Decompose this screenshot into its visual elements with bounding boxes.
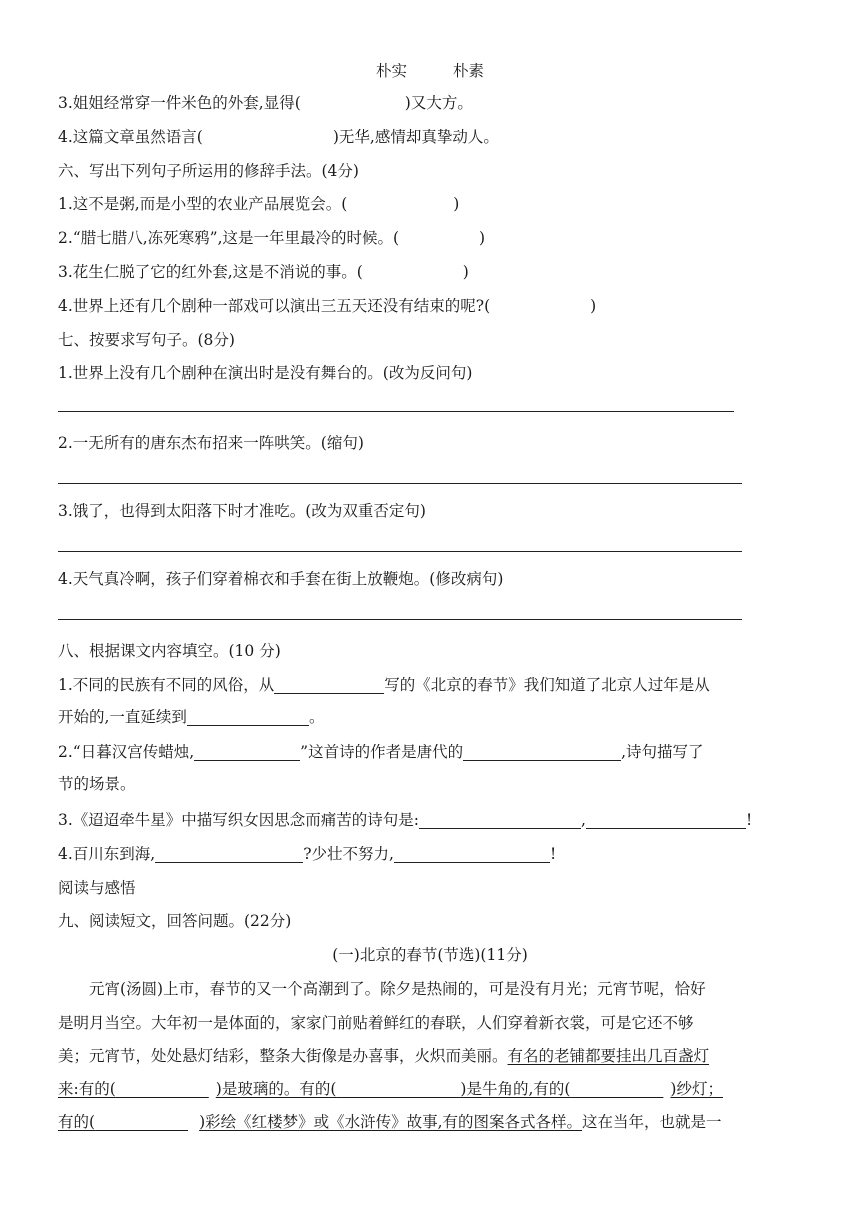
passage-blank[interactable] [570,1078,670,1100]
passage-line-3: 美；元宵节，处处悬灯结彩，整条大街像是办喜事，火炽而美丽。有名的老铺都要挂出几百盏灯 [58,1047,710,1065]
word-pair [0,60,860,82]
passage-blank[interactable] [336,1078,460,1100]
s7-question-3: 3.饿了，也得到太阳落下时才准吃。(改为双重否定句) [58,502,426,520]
s8-question-1: 1.不同的民族有不同的风俗，从 写的《北京的春节》我们知道了北京人过年是从 [58,676,710,694]
fill-blank[interactable] [155,846,303,863]
s6-question-2: 2.“腊七腊八,冻死寒鸦”,这是一年里最冷的时候。( ) [58,229,486,247]
section-9-title: 九、阅读短文，回答问题。(22分) [58,912,292,930]
answer-line[interactable] [58,619,742,620]
s6-question-4: 4.世界上还有几个剧种一部戏可以演出三五天还没有结束的呢?( ) [58,297,597,315]
fill-blank[interactable] [187,709,309,726]
fill-blank[interactable] [274,677,384,694]
s6-question-3: 3.花生仁脱了它的红外套,这是不消说的事。( ) [58,263,469,281]
word-1: 朴实 [375,62,407,80]
answer-line[interactable] [58,551,742,552]
fill-blank[interactable] [394,846,550,863]
passage-line-2: 是明月当空。大年初一是体面的，家家门前贴着鲜红的春联，人们穿着新衣裳，可是它还不够 [58,1014,694,1032]
passage-blank[interactable] [95,1111,199,1133]
reading-heading: 阅读与感悟 [58,879,136,897]
fill-blank[interactable] [463,744,621,761]
section-6-title: 六、写出下列句子所运用的修辞手法。(4分) [58,162,359,180]
section-7-title: 七、按要求写句子。(8分) [58,331,235,349]
fill-blank[interactable] [586,812,746,829]
s8-question-2: 2.“日暮汉宫传蜡烛, ”这首诗的作者是唐代的 ,诗句描写了 [58,743,704,761]
fill-blank[interactable] [194,744,300,761]
passage-line-5: 有的( )彩绘《红楼梦》或《水浒传》故事,有的图案各式各样。这在当年，也就是一 [58,1113,722,1131]
s8-question-4: 4.百川东到海, ?少壮不努力, ! [58,845,557,863]
section-8-title: 八、根据课文内容填空。(10 分) [58,642,281,660]
s8-question-2-cont: 节的场景。 [58,775,136,793]
s7-question-2: 2.一无所有的唐东杰布招来一阵哄笑。(缩句) [58,434,364,452]
s7-question-1: 1.世界上没有几个剧种在演出时是没有舞台的。(改为反问句) [58,364,473,382]
answer-line[interactable] [58,483,742,484]
passage-line-4: 来:有的( )是玻璃的。有的( )是牛角的,有的( )纱灯； [58,1080,723,1098]
passage-blank[interactable] [116,1078,216,1100]
s8-question-1-cont: 开始的,一直延续到 。 [58,708,325,726]
s5-question-4: 4.这篇文章虽然语言( )无华,感情却真挚动人。 [58,128,499,146]
fill-blank[interactable] [419,812,581,829]
passage-subtitle: (一)北京的春节(节选)(11分) [332,946,528,964]
answer-line[interactable] [58,411,734,412]
word-2: 朴素 [453,62,485,80]
underlined-text: 有名的老铺都要挂出几百盏灯 [507,1047,710,1065]
s6-question-1: 1.这不是粥,而是小型的农业产品展览会。( ) [58,195,460,213]
s8-question-3: 3.《迢迢牵牛星》中描写织女因思念而痛苦的诗句是: , ! [58,811,753,829]
s5-question-3: 3.姐姐经常穿一件米色的外套,显得( )又大方。 [58,94,473,112]
passage-line-1: 元宵(汤圆)上市，春节的又一个高潮到了。除夕是热闹的，可是没有月光；元宵节呢，恰好 [89,980,706,998]
s7-question-4: 4.天气真冷啊，孩子们穿着棉衣和手套在街上放鞭炮。(修改病句) [58,570,504,588]
